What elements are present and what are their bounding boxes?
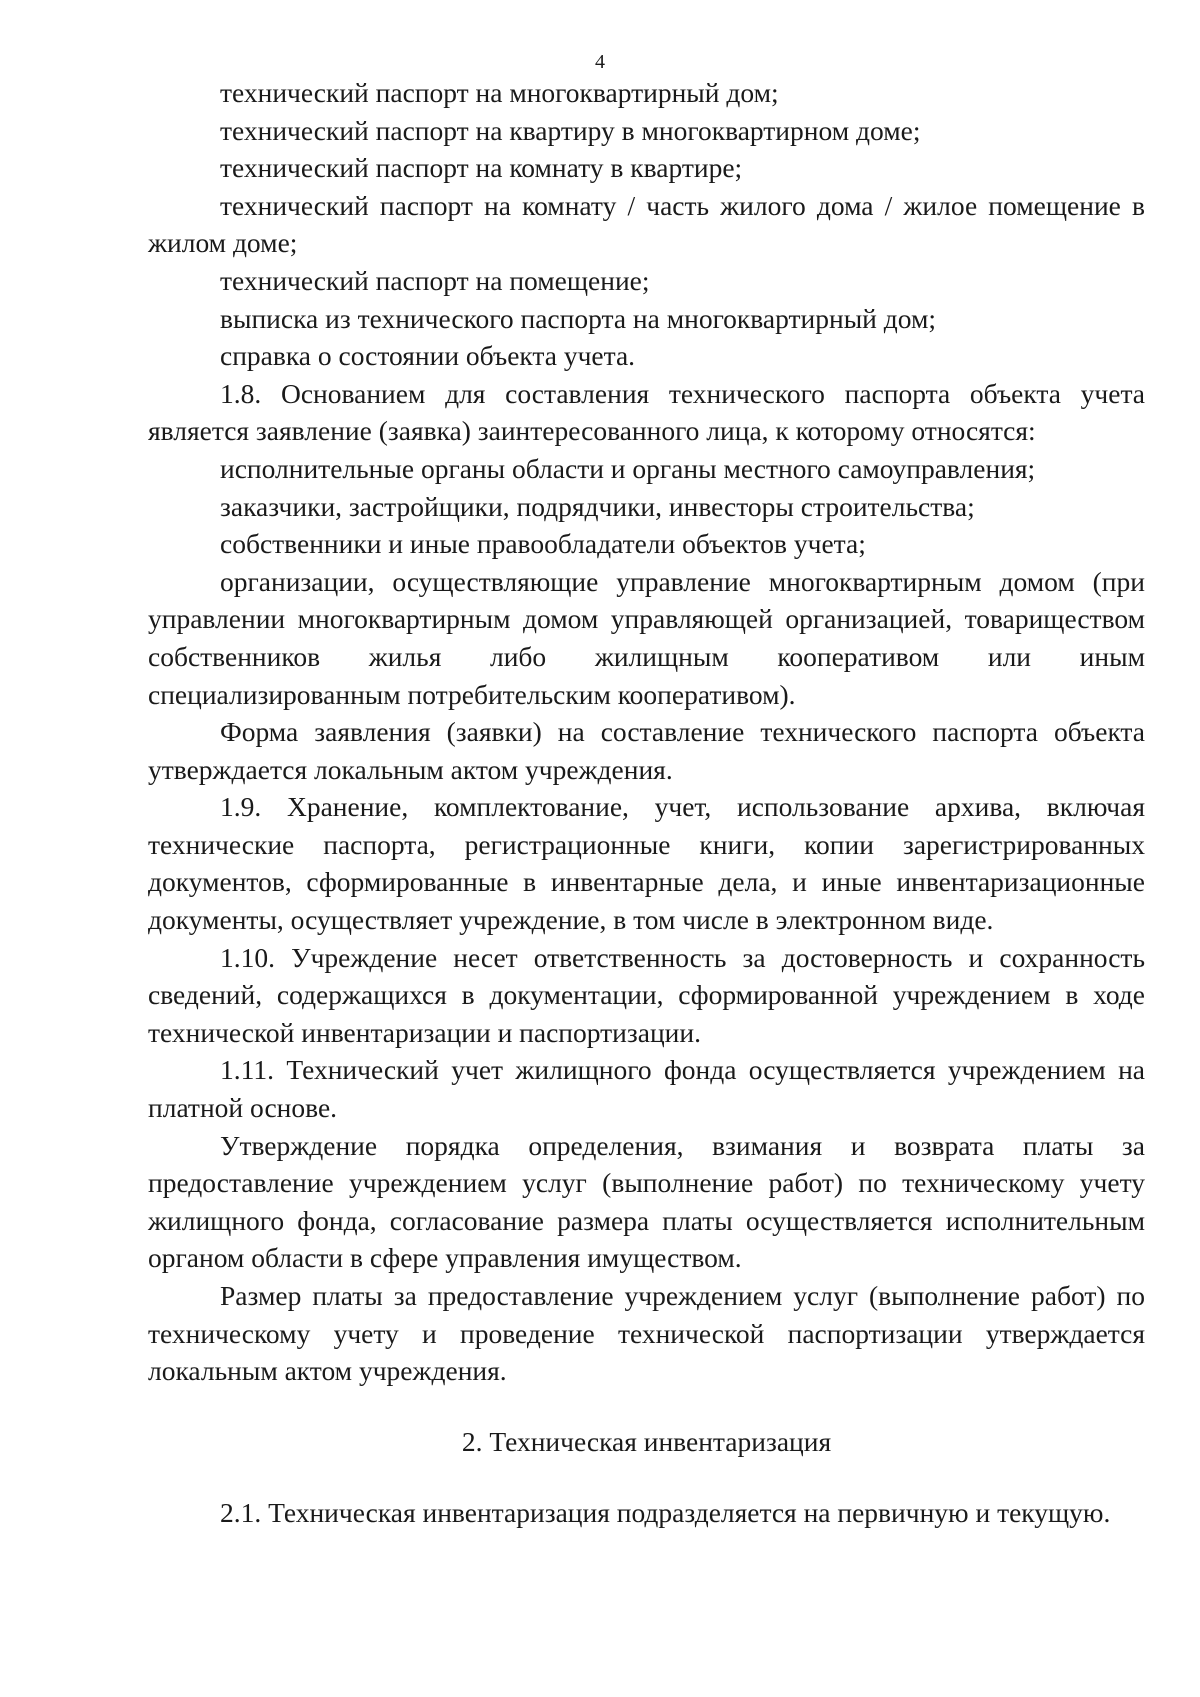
list-item-passport-extract: выписка из технического паспорта на многоквартирный дом;: [220, 302, 937, 334]
fee-amount-paragraph: Размер платы за предоставление учреждением услуг (выполнение работ) по техническому учету и проведение технической паспортизации утверждается локальным актом учреждения.: [148, 1280, 1145, 1387]
clause-1-11: 1.11. Технический учет жилищного фонда осуществляется учреждением на платной основе.: [148, 1054, 1145, 1124]
section-heading: 2. Техническая инвентаризация: [461, 1425, 832, 1457]
clause-2-1: 2.1. Техническая инвентаризация подразделяется на первичную и текущую.: [220, 1497, 1111, 1529]
list-item-customers: заказчики, застройщики, подрядчики, инвесторы строительства;: [220, 490, 975, 522]
page-number: 4: [595, 51, 605, 73]
list-item-house-part-passport: технический паспорт на комнату / часть жилого дома / жилое помещение в жилом доме;: [148, 189, 1145, 259]
list-item-mkd-passport: технический паспорт на многоквартирный дом;: [220, 77, 779, 108]
list-item-apartment-passport: технический паспорт на квартиру в многоквартирном доме;: [220, 114, 921, 146]
list-item-owners: собственники и иные правообладатели объектов учета;: [220, 528, 866, 560]
list-item-executive-bodies: исполнительные органы области и органы местного самоуправления;: [220, 452, 1036, 484]
clause-1-9: 1.9. Хранение, комплектование, учет, использование архива, включая технические паспорта, регистрационные книги, копии зарегистрированных документов, сформированные в инвентарные дела, и иные инвентаризационные документы, осуществляет учреждение, в том числе в электронном виде.: [148, 791, 1145, 936]
clause-1-10: 1.10. Учреждение несет ответственность за достоверность и сохранность сведений, содержащихся в документации, сформированной учреждением в ходе технической инвентаризации и паспортизации.: [148, 941, 1145, 1048]
document-body: [148, 74, 1145, 1532]
list-item-room-passport: технический паспорт на комнату в квартире;: [220, 152, 743, 184]
list-item-status-certificate: справка о состоянии объекта учета.: [220, 340, 636, 372]
clause-1-8: 1.8. Основанием для составления технического паспорта объекта учета является заявление (заявка) заинтересованного лица, к которому относятся:: [148, 377, 1145, 447]
application-form-paragraph: Форма заявления (заявки) на составление технического паспорта объекта утверждается локальным актом учреждения.: [148, 716, 1145, 785]
list-item-management-organizations: организации, осуществляющие управление многоквартирным домом (при управлении многоквартирным домом управляющей организацией, товариществом собственников жилья либо жилищным кооперативом или иным специализированным потребительским кооперативом).: [148, 565, 1145, 710]
fee-procedure-paragraph: Утверждение порядка определения, взимания и возврата платы за предоставление учреждением услуг (выполнение работ) по техническому учету жилищного фонда, согласование размера платы осуществляется исполнительным органом области в сфере управления имуществом.: [148, 1129, 1145, 1274]
list-item-premises-passport: технический паспорт на помещение;: [220, 264, 650, 296]
